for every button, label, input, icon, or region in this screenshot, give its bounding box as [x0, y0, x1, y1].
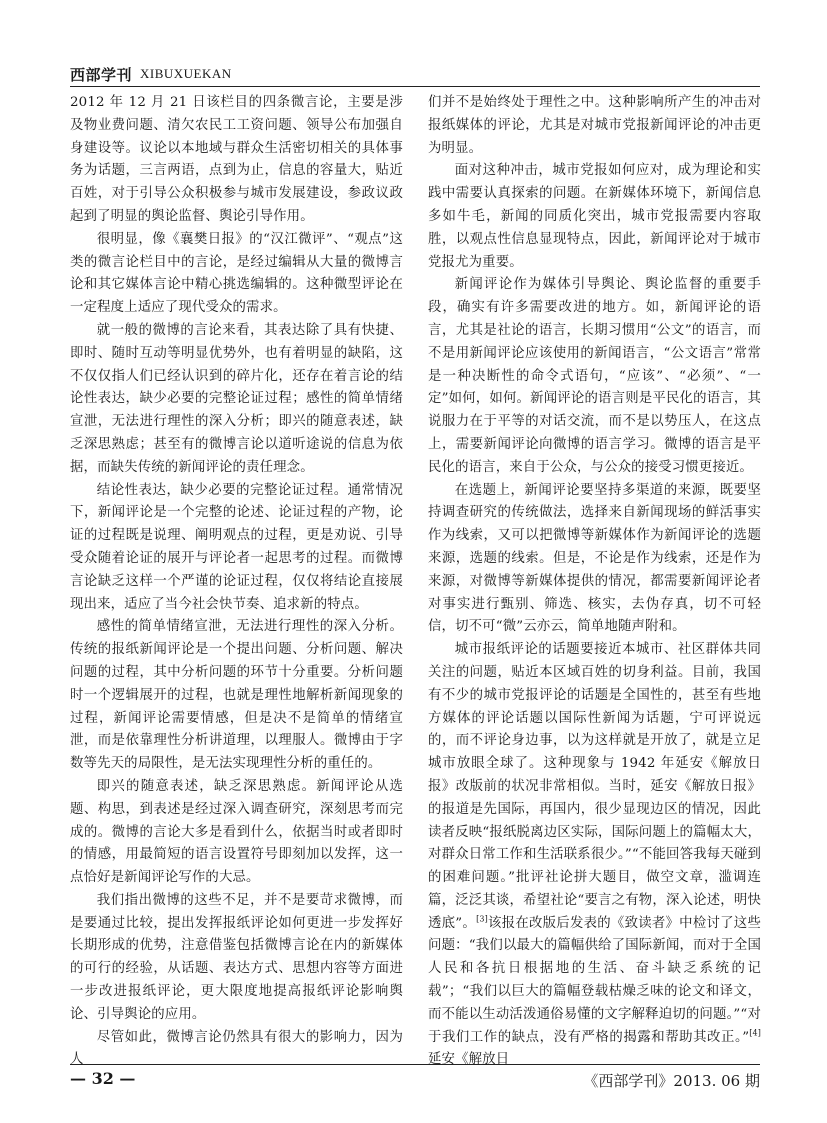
journal-issue: 《西部学刊》2013. 06 期 [583, 1072, 760, 1090]
left-column [70, 92, 403, 1072]
paragraph: 结论性表达，缺少必要的完整论证过程。通常情况下，新闻评论是一个完整的论述、论证过程的产物，论证的过程既是说理、阐明观点的过程，更是劝说、引导受众随着论证的展开与评论者一起思考的过程。而微博言论缺乏这样一个严谨的论证过程，仅仅将结论直接展现出来，适应了当今社会快节奏、追求新的特点。 [70, 482, 403, 612]
paragraph-with-citations [428, 639, 761, 1072]
citation-marker: [3] [476, 914, 488, 924]
footer-rule [70, 1064, 760, 1065]
paragraph-text: 城市报纸评论的话题要接近本城市、社区群体共同关注的问题，贴近本区域百姓的切身利益。目前，我国有不少的城市党报评论的话题是全国性的，甚至有些地方媒体的评论话题以国际性新闻为话题，宁可评说远的，而不评论身边事，以为这样就是开放了，就是立足城市放眼全球了。这种现象与 1942 年延安《解放日报》改版前的状况非常相似。当时，延安《解放日报》的报道是先国际，再国内，很少显现边区的情况，因此读者反映“报纸脱离边区实际，国际问题上的篇幅太大，对群众日常工作和生活联系很少。”“不能回答我每天碰到的困难问题。”批评社论拼大题目，做空文章，滥调连篇，泛泛其谈，希望社论“要言之有物，深入论述，明快透底”。 [428, 642, 761, 931]
citation-marker: [4] [749, 1028, 761, 1038]
journal-brand: 西部学刊 [70, 66, 133, 84]
paragraph: 尽管如此，微博言论仍然具有很大的影响力，因为人 [70, 1029, 403, 1068]
journal-brand-latin: XIBUXUEKAN [140, 66, 232, 81]
paragraph: 们并不是始终处于理性之中。这种影响所产生的冲击对报纸媒体的评论，尤其是对城市党报新闻评论的冲击更为明显。 [428, 95, 761, 156]
running-header [70, 62, 760, 90]
paragraph-text: 该报在改版后发表的《致读者》中检讨了这些问题：“我们以最大的篇幅供给了国际新闻，而对于全国人民和各抗日根据地的生活、奋斗缺乏系统的记载”；“我们以巨大的篇幅登载枯燥乏味的论文和译文，而不能以生动活泼通俗易懂的文字解释迫切的问题。”“对于我们工作的缺点，没有严格的揭露和帮助其改正。” [428, 915, 762, 1045]
right-column [428, 92, 761, 1072]
page-number: — 32 — [70, 1069, 136, 1088]
page-footer [70, 1064, 760, 1094]
paragraph: 面对这种冲击，城市党报如何应对，成为理论和实践中需要认真探索的问题。在新媒体环境下，新闻信息多如牛毛，新闻的同质化突出，城市党报需要内容取胜，以观点性信息显现特点，因此，新闻评论对于城市党报尤为重要。 [428, 163, 761, 270]
paragraph: 感性的简单情绪宣泄，无法进行理性的深入分析。传统的报纸新闻评论是一个提出问题、分析问题、解决问题的过程，其中分析问题的环节十分重要。分析问题时一个逻辑展开的过程，也就是理性地解析新闻现象的过程，新闻评论需要情感，但是决不是简单的情绪宣泄，而是依靠理性分析讲道理，以理服人。微博由于字数等先天的局限性，是无法实现理性分析的重任的。 [70, 619, 403, 772]
paragraph: 很明显，像《襄樊日报》的“汉江微评”、“观点”这类的微言论栏目中的言论，是经过编辑从大量的微博言论和其它媒体言论中精心挑选编辑的。这种微型评论在一定程度上适应了现代受众的需求。 [70, 231, 403, 316]
paragraph: 新闻评论作为媒体引导舆论、舆论监督的重要手段，确实有许多需要改进的地方。如，新闻评论的语言，尤其是社论的语言，长期习惯用“公文”的语言，而不是用新闻评论应该使用的新闻语言，“公文语言”常常是一种决断性的命令式语句，“应该”、“必须”、“一定”如何，如何。新闻评论的语言则是平民化的语言，其说服力在于平等的对话交流，而不是以势压人，在这点上，需要新闻评论向微博的语言学习。微博的语言是平民化的语言，来自于公众，与公众的接受习惯更接近。 [428, 277, 761, 475]
paragraph-text: 延安《解放日 [428, 1052, 510, 1068]
paragraph: 在选题上，新闻评论要坚持多渠道的来源，既要坚持调查研究的传统做法，选择来自新闻现场的鲜活事实作为线索，又可以把微博等新媒体作为新闻评论的选题来源，选题的线索。但是，不论是作为线索，还是作为来源，对微博等新媒体提供的情况，都需要新闻评论者对事实进行甄别、筛选、核实，去伪存真，切不可轻信，切不可“微”云亦云，简单地随声附和。 [428, 482, 761, 635]
paragraph: 2012 年 12 月 21 日该栏目的四条微言论，主要是涉及物业费问题、清欠农民工工资问题、领导公布加强自身建设等。议论以本地域与群众生活密切相关的具体事务为话题，三言两语，点到为止，信息的容量大，贴近百姓，对于引导公众积极参与城市发展建设，参政议政起到了明显的舆论监督、舆论引导作用。 [70, 95, 403, 224]
header-rule [70, 86, 760, 87]
paragraph: 即兴的随意表述，缺乏深思熟虑。新闻评论从选题、构思，到表述是经过深入调查研究，深刻思考而完成的。微博的言论大多是看到什么，依据当时或者即时的情感，用最简短的语言设置符号即刻加以发挥，这一点恰好是新闻评论写作的大忌。 [70, 778, 403, 886]
paragraph: 我们指出微博的这些不足，并不是要苛求微博，而是要通过比较，提出发挥报纸评论如何更进一步发挥好长期形成的优势，注意借鉴包括微博言论在内的新媒体的可行的经验，从话题、表达方式、思想内容等方面进一步改进报纸评论，更大限度地提高报纸评论影响舆论、引导舆论的应用。 [70, 892, 403, 1022]
paragraph: 就一般的微博的言论来看，其表达除了具有快捷、即时、随时互动等明显优势外，也有着明显的缺陷，这不仅仅指人们已经认识到的碎片化，还存在着言论的结论性表达，缺少必要的完整论证过程；感性的简单情绪宣泄，无法进行理性的深入分析；即兴的随意表述，缺乏深思熟虑；甚至有的微博言论以道听途说的信息为依据，而缺失传统的新闻评论的责任理念。 [70, 322, 403, 475]
